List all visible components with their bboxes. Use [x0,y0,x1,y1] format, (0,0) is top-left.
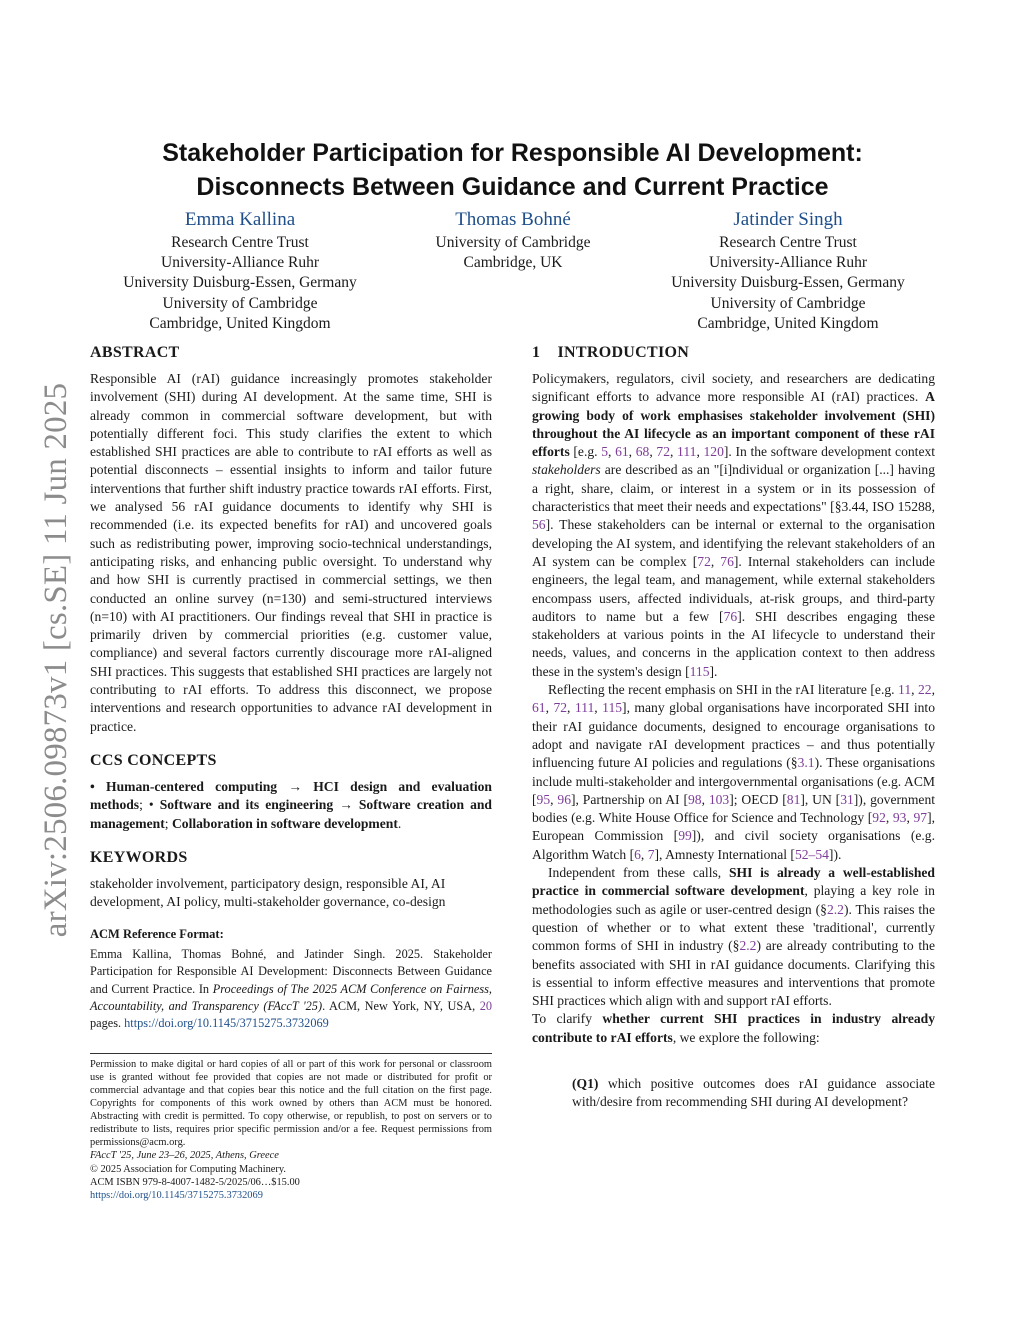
citation[interactable]: 96 [557,791,571,807]
citation[interactable]: 111 [574,700,595,716]
citation[interactable]: 115 [602,700,623,716]
acm-reference-text: Emma Kallina, Thomas Bohné, and Jatinder Singh. 2025. Stakeholder Participation for Responsible AI Development: Disconnects Between Guidance and Current Practice. In Proceedings of The 2025 ACM Conference on Fairness, Accountability, and Transparency (FAccT '25). ACM, New York, NY, USA, 20 pages. https://doi.org/10.1145/3715275.3732069 [90,946,492,1031]
author-affiliation: University of Cambridge [162,294,318,312]
keywords-heading: KEYWORDS [90,848,188,866]
author-affiliation: Cambridge, UK [463,254,563,272]
author-block-bohne [393,207,633,273]
citation[interactable]: 72 [656,444,670,460]
abstract-text: Responsible AI (rAI) guidance increasingly promotes stakeholder involvement (SHI) during AI development. At the same time, SHI is already common in commercial software development, but with potentially different foci. This study clarifies the extent to which established SHI practices are able to contribute to rAI efforts as well as potential disconnects – essential insights to inform and tailor future interventions that further shift industry practice towards rAI efforts. First, we analysed 56 rAI guidance documents to identify why SHI is recommended (i.e. its expected benefits for rAI) and uncovered goals such as redistributing power, improving socio-technical understandings, anticipating risks, and enhancing public oversight. To understand why and how SHI is currently practised in commercial settings, we then conducted an online survey (n=130) and semi-structured interviews (n=10) with AI practitioners. Our findings reveal that SHI in practice is primarily driven by commercial priorities (e.g. customer value, compliance) and several factors currently discourage more rAI-aligned SHI practices. This suggests that established SHI practices are largely not contributing to rAI efforts. To address this disconnect, we propose interventions and research opportunities to advance rAI development in practice. [90,371,492,734]
citation[interactable]: 93 [892,810,907,826]
acm-reference-heading: ACM Reference Format: [90,927,224,942]
introduction-heading: 1 INTRODUCTION [532,344,690,361]
citation[interactable]: 120 [703,444,724,460]
author-name[interactable]: Thomas Bohné [455,209,571,230]
author-affiliation: University of Cambridge [710,294,866,312]
doi-link-footer[interactable]: https://doi.org/10.1145/3715275.3732069 [90,1189,263,1201]
author-affiliation: University Duisburg-Essen, Germany [671,274,905,292]
citation[interactable]: 31 [840,791,854,807]
intro-paragraph-2: Reflecting the recent emphasis on SHI in the rAI literature [e.g. 11, 22, 61, 72, 111, 115], many global organisations have incorporated SHI into their rAI guidance documents, designed to encourage organisations to adopt and navigate rAI development practices – and thus potentially influencing future AI policies and regulations (§3.1). These organisations include multi-stakeholder and intergovernmental organisations (e.g. ACM [95, 96], Partnership on AI [98, 103]; OECD [81], UN [31]), government bodies (e.g. White House Office for Science and Technology [92, 93, 97], European Commission [99]), and civil society organisations (e.g. Algorithm Watch [6, 7], Amnesty International [52–54]). [532,682,936,862]
intro-paragraph-4: To clarify whether current SHI practices in industry already contribute to rAI efforts, we explore the following: [532,1011,936,1045]
citation[interactable]: 52–54 [794,846,829,862]
author-name[interactable]: Jatinder Singh [733,209,843,230]
citation[interactable]: 115 [689,663,710,679]
arxiv-watermark: arXiv:2506.09873v1 [cs.SE] 11 Jun 2025 [38,382,74,938]
citation[interactable]: 103 [708,791,730,807]
citation[interactable]: 22 [918,682,932,698]
author-affiliation: University of Cambridge [435,234,591,251]
author-affiliation: Research Centre Trust [719,234,857,251]
author-affiliation: Research Centre Trust [171,234,309,251]
keywords-text: stakeholder involvement, participatory design, responsible AI, AI development, AI policy, multi-stakeholder governance, co-design [90,875,446,910]
section-link[interactable]: 3.1 [797,755,815,771]
citation[interactable]: 11 [898,682,912,698]
permission-notice: Permission to make digital or hard copies of all or part of this work for personal or classroom use is granted without fee provided that copies are not made or distributed for profit or commercial advantage and that copies bear this notice and the full citation on the first page. Copyrights for components of this work owned by others than ACM must be honored. Abstracting with credit is permitted. To copy otherwise, or republish, to post on servers or to redistribute to lists, requires prior specific permission and/or a fee. Request permissions from permissions@acm.org. FAccT '25, June 23–26, 2025, Athens, Greece © 2025 Association for Computing Machinery. ACM ISBN 979-8-4007-1482-5/2025/06…$15.00 https://doi.org/10.1145/3715275.3732069 [90,1058,492,1201]
research-question-1: (Q1) which positive outcomes does rAI guidance associate with/desire from recommending SHI during AI development? [572,1075,935,1110]
right-column [532,342,935,1112]
citation[interactable]: 72 [697,553,711,569]
author-block-kallina [95,207,385,334]
citation[interactable]: 56 [532,517,546,533]
doi-link[interactable]: https://doi.org/10.1145/3715275.3732069 [124,1016,329,1031]
citation[interactable]: 72 [553,700,568,716]
left-column [90,342,492,1202]
ccs-heading: CCS CONCEPTS [90,751,217,769]
citation[interactable]: 76 [723,608,738,624]
citation[interactable]: 92 [872,810,886,826]
author-affiliation: Cambridge, United Kingdom [697,314,879,332]
intro-paragraph-1: Policymakers, regulators, civil society, and researchers are dedicating significant efforts to advance more responsible AI (rAI) practices. A growing body of work emphasises stakeholder involvement (SHI) throughout the AI lifecycle as an important component of these rAI efforts [e.g. 5, 61, 68, 72, 111, 120]. In the software development context stakeholders are described as an "[i]ndividual or organization [...] having a right, share, claim, or interest in a system or in its possession of characteristics that meet their needs and expectations" [§3.44, ISO 15288, 56]. These stakeholders can be internal or external to the organisation developing the AI system, and identifying the relevant stakeholders of an AI system can be complex [72, 76]. Internal stakeholders can include engineers, the legal team, and management, while external stakeholders encompass users, affected individuals, at-risk groups, and third-party auditors to name but a few [76]. SHI describes engaging these stakeholders at various points in the AI lifecycle to understand their needs, values, and concerns in the application context to then address these in the system's design [115]. [532,371,936,679]
pages-link[interactable]: 20 [479,998,492,1013]
author-affiliation: University-Alliance Ruhr [161,254,319,272]
citation[interactable]: 61 [532,700,546,716]
citation[interactable]: 6 [634,846,641,862]
author-affiliation: Cambridge, United Kingdom [149,314,331,332]
citation[interactable]: 7 [647,846,655,862]
citation[interactable]: 81 [786,791,801,807]
citation[interactable]: 111 [677,444,697,460]
ccs-concepts: • Human-centered computing → HCI design and evaluation methods; • Software and its engineering → Software creation and management; Collaboration in software development. [90,778,492,831]
author-block-singh [643,207,933,334]
citation[interactable]: 97 [913,810,928,826]
author-name[interactable]: Emma Kallina [184,209,296,230]
abstract-heading: ABSTRACT [90,344,180,361]
section-link[interactable]: 2.2 [826,901,844,917]
intro-paragraph-3: Independent from these calls, SHI is already a well-established practice in commercial software development, playing a key role in methodologies such as agile or user-centred design (§2.2). This raises the question of whether or to what extent these 'traditional', currently common forms of SHI in industry (§2.2) are already contributing to the benefits associated with SHI in rAI guidance documents. Clarifying this is essential to inform effective measures and interventions that promote SHI practices which align with and support rAI efforts. [532,865,935,1009]
citation[interactable]: 61 [615,444,629,460]
title-line-2: Disconnects Between Guidance and Current Practice [196,173,829,201]
citation[interactable]: 5 [601,444,609,460]
citation[interactable]: 99 [678,828,692,844]
citation[interactable]: 76 [720,553,734,569]
section-link[interactable]: 2.2 [739,938,757,954]
paper-title [90,136,935,204]
footnote-divider [90,1053,492,1054]
citation[interactable]: 98 [687,791,702,807]
citation[interactable]: 95 [536,791,551,807]
title-line-1: Stakeholder Participation for Responsible AI Development: [162,139,863,167]
author-affiliation: University Duisburg-Essen, Germany [123,274,357,292]
citation[interactable]: 68 [635,444,650,460]
author-affiliation: University-Alliance Ruhr [709,254,867,272]
